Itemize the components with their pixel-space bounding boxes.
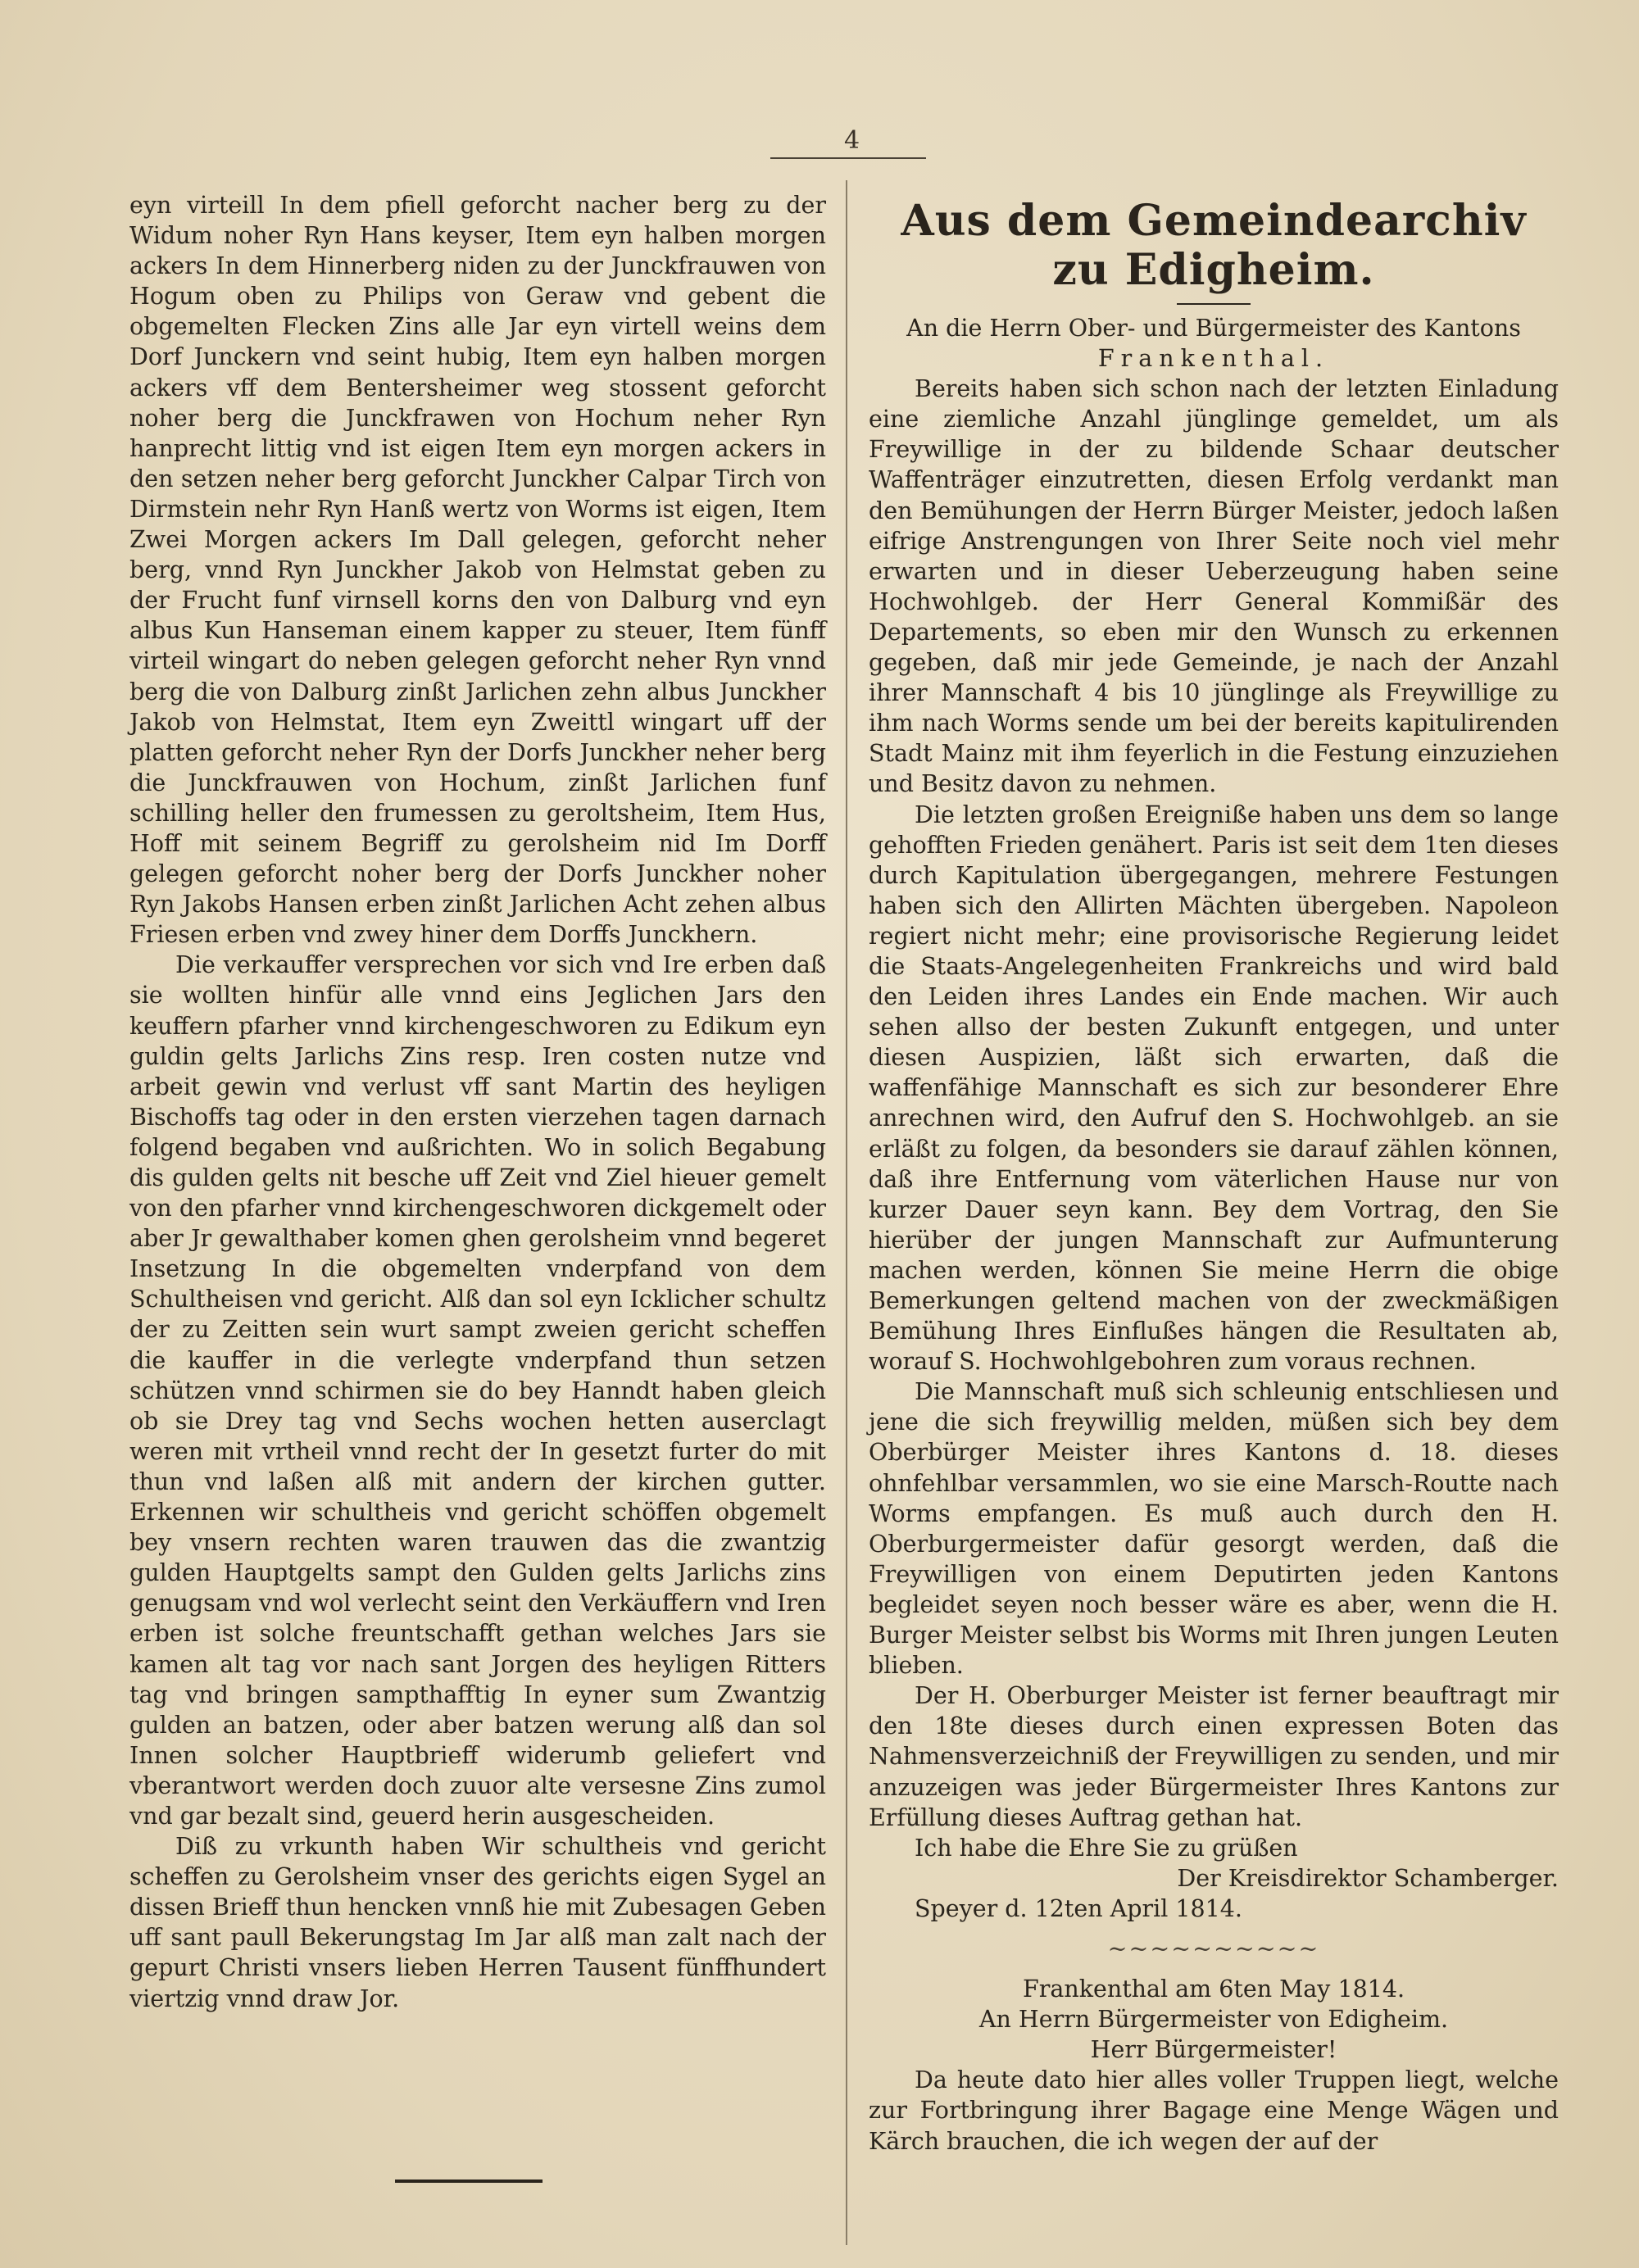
title-rule: [1177, 303, 1251, 305]
article-end-rule: [395, 2180, 543, 2183]
letter2-dateline: Frankenthal am 6ten May 1814.: [1022, 1975, 1405, 2003]
letter2-address: An Herrn Bürgermeister von Edigheim.: [978, 2006, 1449, 2034]
address-line-1: An die Herrn Ober- und Bürgermeister des Kantons: [906, 315, 1521, 342]
article-title: Aus dem Gemeindearchiv zu Edigheim.: [901, 196, 1527, 295]
right-paragraph-1: Bereits haben sich schon nach der letzten Einladung eine ziemliche Anzahl jünglinge gemeldet, um als Freywillige in der zu bildende Schaar deutscher Waffenträger einzutretten, diesen Erfolg verdankt man den Bemühungen der Herrn Bürger Meister, jedoch laßen eifrige Anstrengungen von Ihrer Seite noch viel mehr erwarten und in dieser Ueberzeugung haben seine Hochwohlgeb. der Herr General Kommißär des Departements, so eben mir den Wunsch zu erkennen gegeben, daß mir jede Gemeinde, je nach der Anzahl ihrer Mannschaft 4 bis 10 jünglinge als Freywillige zu ihm nach Worms sende um bei der bereits kapitulirenden Stadt Mainz mit ihm feyerlich in die Festung einzuziehen und Besitz davon zu nehmen.: [869, 375, 1559, 798]
right-paragraph-2: Die letzten großen Ereigniße haben uns dem so lange gehofften Frieden genähert. Paris ist seit dem 1ten dieses durch Kapitulation übergegangen, mehrere Festungen haben sich den Allirten Mächten übergeben. Napoleon regiert nicht mehr; eine provisorische Regierung leidet die Staats-Angelegenheiten Frankreichs und wird bald den Leiden ihres Landes ein Ende machen. Wir auch sehen allso der besten Zukunft entgegen, und unter diesen Auspizien, läßt sich erwarten, daß die waffenfähige Mannschaft es sich zur besonderer Ehre anrechnen wird, den Aufruf den S. Hochwohlgeb. an sie erläßt zu folgen, da besonders sie darauf zählen können, daß ihre Entfernung vom väterlichen Hause nur von kurzer Dauer seyn kann. Bey dem Vortrag, den Sie hierüber der jungen Mannschaft zur Aufmunterung machen werden, können Sie meine Herrn die obige Bemerkungen geltend machen von der zweckmäßigen Bemühung Ihres Einflußes hängen die Resultaten ab, worauf S. Hochwohlgebohren zum voraus rechnen.: [869, 801, 1559, 1376]
left-paragraph-3: Diß zu vrkunth haben Wir schultheis vnd gericht scheffen zu Gerolsheim vnser des gerichts eigen Sygel an dissen Brieff thun hencken vnnß hie mit Zubesagen Geben uff sant paull Bekerungstag Im Jar alß man zalt nach der gepurt Christi vnsers lieben Herren Tausent fünffhundert viertzig vnnd draw Jor.: [129, 1833, 826, 2012]
place-date: Speyer d. 12ten April 1814.: [915, 1894, 1242, 1922]
right-column: [869, 190, 1559, 2157]
left-column: [129, 190, 826, 2014]
right-paragraph-4: Der H. Oberburger Meister ist ferner beauftragt mir den 18te dieses durch einen expressen Boten das Nahmensverzeichniß der Freywilligen zu senden, und mir anzuzeigen was jeder Bürgermeister Ihres Kantons zur Erfüllung dieses Auftrag gethan hat.: [869, 1682, 1559, 1831]
page-number: 4: [844, 126, 860, 155]
column-divider: [846, 180, 847, 2245]
header-rule: [770, 157, 926, 159]
section-separator: ~~~~~~~~~~: [1107, 1935, 1320, 1962]
letter2-body: Da heute dato hier alles voller Truppen liegt, welche zur Fortbringung ihrer Bagage eine Menge Wägen und Kärch brauchen, die ich wegen der auf der: [869, 2066, 1559, 2155]
signature: Der Kreisdirektor Schamberger.: [1177, 1864, 1559, 1892]
address-line-2: Frankenthal.: [1097, 345, 1330, 373]
letter2-salutation: Herr Bürgermeister!: [1090, 2036, 1337, 2064]
left-paragraph-2: Die verkauffer versprechen vor sich vnd Ire erben daß sie wollten hinfür alle vnnd eins Jeglichen Jars den keuffern pfarher vnnd kirchengeschworen zu Edikum eyn guldin gelts Jarlichs Zins resp. Iren costen nutze vnd arbeit gewin vnd verlust vff sant Martin des heyligen Bischoffs tag oder in den ersten vierzehen tagen darnach folgend begaben vnd außrichten. Wo in solich Begabung dis gulden gelts nit besche uff Zeit vnd Ziel hieuer gemelt von den pfarher vnnd kirchengeschworen dickgemelt oder aber Jr gewalthaber komen ghen gerolsheim vnnd begeret Insetzung In die obgemelten vnderpfand von dem Schultheisen vnd gericht. Alß dan sol eyn Icklicher schultz der zu Zeitten sein wurt sampt zweien gericht scheffen die kauffer in die verlegte vnderpfand thun setzen schützen vnnd schirmen sie do bey Hanndt haben gleich ob sie Drey tag vnd Sechs wochen hetten auserclagt weren mit vrtheil vnnd recht der In gesetzt furter do mit thun vnd laßen alß mit andern der kirchen gutter. Erkennen wir schultheis vnd gericht schöffen obgemelt bey vnsern rechten waren trauwen das die zwantzig gulden Hauptgelts sampt den Gulden gelts Jarlichs zins genugsam vnd wol verlecht seint den Verkäuffern vnd Iren erben ist solche freuntschafft gethan welches Jars sie kamen alt tag vor nach sant Jorgen des heyligen Ritters tag vnd bringen sampthafftig In eyner sum Zwantzig gulden an batzen, oder aber batzen werung alß dan sol Innen solcher Hauptbrieff widerumb geliefert vnd vberantwort werden doch zuuor alte versesne Zins zumol vnd gar bezalt sind, geuerd herin ausgescheiden.: [129, 951, 826, 1830]
right-paragraph-5: Ich habe die Ehre Sie zu grüßen: [915, 1834, 1298, 1862]
left-paragraph-1: eyn virteill In dem pfiell geforcht nacher berg zu der Widum noher Ryn Hans keyser, Item eyn halben morgen ackers In dem Hinnerberg niden zu der Junckfrauwen von Hogum oben zu Philips von Geraw vnd gebent die obgemelten Flecken Zins alle Jar eyn virtell weins dem Dorf Junckern vnd seint hubig, Item eyn halben morgen ackers vff dem Bentersheimer weg stossent geforcht noher berg die Junckfrawen von Hochum neher Ryn hanprecht littig vnd ist eigen Item eyn morgen ackers in den setzen neher berg geforcht Junckher Calpar Tirch von Dirmstein nehr Ryn Hanß wertz von Worms ist eigen, Item Zwei Morgen ackers Im Dall gelegen, geforcht neher berg, vnnd Ryn Junckher Jakob von Helmstat geben zu der Frucht funf virnsell korns den von Dalburg vnd eyn albus Kun Hanseman einem kapper zu steuer, Item fünff virteil wingart do neben gelegen geforcht neher Ryn vnnd berg die von Dalburg zinßt Jarlichen zehn albus Junckher Jakob von Helmstat, Item eyn Zweittl wingart uff der platten geforcht neher Ryn der Dorfs Junckher neher berg die Junckfrauwen von Hochum, zinßt Jarlichen funf schilling heller den frumessen zu geroltsheim, Item Hus, Hoff mit seinem Begriff zu gerolsheim nid Im Dorff gelegen geforcht noher berg der Dorfs Junckher noher Ryn Jakobs Hansen erben zinßt Jarlichen Acht zehen albus Friesen erben vnd zwey hiner dem Dorffs Junckhern.: [129, 192, 826, 949]
right-paragraph-3: Die Mannschaft muß sich schleunig entschliesen und jene die sich freywillig melden, müßen sich bey dem Oberbürger Meister ihres Kantons d. 18. dieses ohnfehlbar versammlen, wo sie eine Marsch-Routte nach Worms empfangen. Es muß auch durch den H. Oberburgermeister dafür gesorgt werden, daß die Freywilligen von einem Deputirten jeden Kantons begleidet seyen noch besser wäre es aber, wenn die H. Burger Meister selbst bis Worms mit Ihren jungen Leuten blieben.: [869, 1378, 1559, 1680]
